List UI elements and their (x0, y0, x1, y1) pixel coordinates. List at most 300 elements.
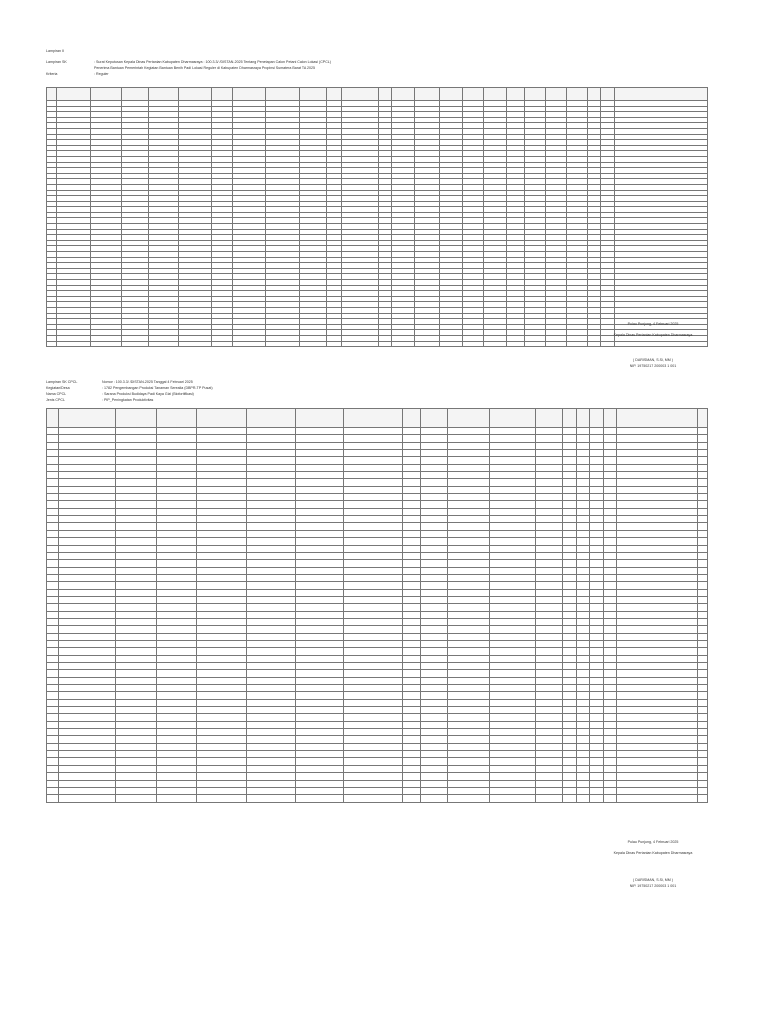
table-cell (536, 692, 563, 699)
table-cell (617, 721, 698, 728)
table-cell (295, 648, 343, 655)
table-cell (447, 626, 489, 633)
column-header (327, 88, 342, 101)
column-header (265, 88, 300, 101)
table-cell (536, 648, 563, 655)
table-cell (536, 780, 563, 787)
table-cell (490, 604, 536, 611)
table-cell (617, 640, 698, 647)
table-cell (116, 494, 156, 501)
table-cell (576, 494, 589, 501)
table-row (47, 648, 708, 655)
meta-value-kriteria: : Reguler (94, 72, 109, 76)
table-cell (490, 699, 536, 706)
column-header (698, 409, 708, 428)
table-cell (403, 428, 420, 435)
table-cell (247, 707, 295, 714)
table-cell (197, 618, 247, 625)
table-cell (447, 574, 489, 581)
table-cell (617, 501, 698, 508)
table-cell (156, 670, 196, 677)
table-cell (156, 611, 196, 618)
column-header (247, 409, 295, 428)
table-cell (47, 655, 59, 662)
table-cell (343, 464, 403, 471)
table-cell (590, 435, 603, 442)
table-cell (490, 633, 536, 640)
table-cell (343, 729, 403, 736)
table-cell (403, 758, 420, 765)
table-cell (247, 596, 295, 603)
table-cell (590, 633, 603, 640)
table-row (47, 773, 708, 780)
table-row (47, 450, 708, 457)
table-cell (343, 618, 403, 625)
table-cell (490, 677, 536, 684)
table-cell (343, 670, 403, 677)
table-cell (698, 464, 708, 471)
table-cell (576, 508, 589, 515)
table-cell (447, 677, 489, 684)
table-cell (47, 773, 59, 780)
table-cell (698, 545, 708, 552)
table-cell (58, 626, 116, 633)
table-cell (617, 464, 698, 471)
table-cell (603, 457, 616, 464)
table-cell (563, 743, 576, 750)
table-cell (58, 773, 116, 780)
table-cell (590, 486, 603, 493)
table-cell (590, 707, 603, 714)
table-cell (536, 501, 563, 508)
table-cell (343, 721, 403, 728)
table-cell (617, 516, 698, 523)
table-cell (603, 618, 616, 625)
table-cell (47, 751, 59, 758)
table-cell (576, 648, 589, 655)
table-cell (603, 685, 616, 692)
meta-label-kegiatan: Kegiatan/Desa (46, 386, 70, 390)
table-row (47, 508, 708, 515)
table-cell (698, 479, 708, 486)
table-cell (295, 758, 343, 765)
table-cell (420, 530, 447, 537)
table-cell (603, 640, 616, 647)
table-cell (536, 633, 563, 640)
column-header (484, 88, 507, 101)
table-cell (563, 596, 576, 603)
table-cell (603, 699, 616, 706)
column-header (343, 409, 403, 428)
table-row (47, 589, 708, 596)
table-row (47, 486, 708, 493)
table-cell (563, 626, 576, 633)
table-total-cell (507, 341, 524, 347)
table-cell (58, 655, 116, 662)
table-cell (247, 604, 295, 611)
column-header (563, 409, 576, 428)
table-cell (576, 692, 589, 699)
table-cell (403, 663, 420, 670)
table-cell (563, 508, 576, 515)
table-cell (420, 435, 447, 442)
table-cell (197, 633, 247, 640)
table-total-cell (116, 795, 156, 802)
table-cell (590, 758, 603, 765)
table-cell (403, 508, 420, 515)
table-cell (536, 743, 563, 750)
table-cell (58, 743, 116, 750)
table-cell (58, 552, 116, 559)
table-cell (403, 494, 420, 501)
table-cell (590, 442, 603, 449)
table-cell (295, 530, 343, 537)
column-header (148, 88, 179, 101)
table-cell (403, 648, 420, 655)
table-cell (617, 611, 698, 618)
table-cell (343, 648, 403, 655)
table-cell (447, 736, 489, 743)
table-cell (47, 582, 59, 589)
table-cell (590, 501, 603, 508)
table-total-cell (563, 795, 576, 802)
table-cell (420, 633, 447, 640)
table-cell (116, 428, 156, 435)
table-cell (247, 721, 295, 728)
table-cell (343, 663, 403, 670)
table-cell (47, 758, 59, 765)
table-cell (603, 611, 616, 618)
table-total-cell (56, 341, 91, 347)
table-cell (295, 560, 343, 567)
table-cell (563, 670, 576, 677)
meta-value-jenis-cpcl: : PIP_Peningkatan Produktivitas (102, 398, 154, 402)
column-header (463, 88, 484, 101)
table-cell (295, 721, 343, 728)
table-cell (247, 582, 295, 589)
table-cell (617, 714, 698, 721)
table-total-cell (148, 341, 179, 347)
table-cell (490, 567, 536, 574)
table-cell (447, 457, 489, 464)
column-header (566, 88, 587, 101)
table-cell (576, 707, 589, 714)
table-cell (247, 743, 295, 750)
table-total-cell (698, 795, 708, 802)
table-cell (698, 685, 708, 692)
table-cell (490, 758, 536, 765)
table-cell (617, 552, 698, 559)
table-cell (420, 457, 447, 464)
table-cell (447, 670, 489, 677)
table-cell (447, 596, 489, 603)
table-cell (156, 589, 196, 596)
table-cell (116, 773, 156, 780)
table-cell (247, 787, 295, 794)
table-cell (197, 523, 247, 530)
table-cell (420, 560, 447, 567)
table-cell (156, 758, 196, 765)
table-row (47, 751, 708, 758)
table-cell (576, 464, 589, 471)
table-cell (247, 685, 295, 692)
table-cell (47, 486, 59, 493)
table-cell (247, 736, 295, 743)
table-cell (590, 751, 603, 758)
table-cell (698, 721, 708, 728)
table-cell (295, 626, 343, 633)
table-cell (490, 596, 536, 603)
table-cell (698, 743, 708, 750)
table-cell (698, 736, 708, 743)
table-cell (343, 611, 403, 618)
table-cell (603, 545, 616, 552)
table-row (47, 545, 708, 552)
table-cell (590, 611, 603, 618)
table-cell (490, 472, 536, 479)
table-cell (197, 589, 247, 596)
table-cell (576, 545, 589, 552)
signature-title-2: Kepala Dinas Pertanian Kabupaten Dharmasraya (613, 851, 693, 855)
table-cell (247, 640, 295, 647)
table-cell (295, 618, 343, 625)
table-cell (698, 494, 708, 501)
table-cell (156, 508, 196, 515)
table-cell (295, 574, 343, 581)
table-cell (156, 552, 196, 559)
table-cell (47, 516, 59, 523)
table-cell (617, 751, 698, 758)
table-cell (58, 464, 116, 471)
table-cell (295, 435, 343, 442)
column-header (47, 409, 59, 428)
table-cell (576, 655, 589, 662)
table-cell (447, 464, 489, 471)
table-cell (403, 560, 420, 567)
table-cell (197, 435, 247, 442)
table-total-cell (47, 795, 59, 802)
table-cell (58, 442, 116, 449)
table-cell (490, 552, 536, 559)
table-cell (490, 501, 536, 508)
table-cell (295, 765, 343, 772)
table-total-cell (603, 795, 616, 802)
table-cell (447, 765, 489, 772)
table-cell (617, 604, 698, 611)
table-cell (576, 442, 589, 449)
signature-place-date-1: Pulau Punjung, 4 Februari 2025 (627, 322, 679, 326)
table-cell (698, 538, 708, 545)
table-cell (563, 545, 576, 552)
table-row (47, 479, 708, 486)
table-total-cell (590, 795, 603, 802)
table-cell (197, 751, 247, 758)
table-cell (447, 516, 489, 523)
table-cell (603, 501, 616, 508)
table-cell (47, 787, 59, 794)
table-cell (698, 501, 708, 508)
table-cell (403, 751, 420, 758)
table-cell (197, 457, 247, 464)
table-cell (447, 589, 489, 596)
table-cell (617, 450, 698, 457)
table-cell (536, 486, 563, 493)
table-cell (490, 479, 536, 486)
table-cell (563, 530, 576, 537)
table-cell (47, 428, 59, 435)
table-cell (295, 464, 343, 471)
table-cell (447, 618, 489, 625)
table-cell (295, 552, 343, 559)
table-total-cell (447, 795, 489, 802)
table-total-cell (58, 795, 116, 802)
table-cell (116, 648, 156, 655)
table-cell (156, 457, 196, 464)
table-row (47, 523, 708, 530)
column-header (507, 88, 524, 101)
table-cell (247, 435, 295, 442)
column-header (524, 88, 545, 101)
table-cell (576, 685, 589, 692)
table-row (47, 494, 708, 501)
table-cell (116, 486, 156, 493)
table-cell (58, 648, 116, 655)
table-cell (563, 538, 576, 545)
table-cell (295, 736, 343, 743)
column-header (603, 409, 616, 428)
table-row (47, 472, 708, 479)
signature-title-1: Kepala Dinas Pertanian Kabupaten Dharmasraya (613, 333, 693, 337)
table-cell (590, 523, 603, 530)
table-cell (197, 765, 247, 772)
table-cell (698, 729, 708, 736)
table-cell (603, 765, 616, 772)
table-cell (590, 457, 603, 464)
table-cell (58, 457, 116, 464)
table-cell (617, 589, 698, 596)
table-cell (617, 494, 698, 501)
table-cell (116, 604, 156, 611)
table-cell (343, 773, 403, 780)
table-cell (403, 655, 420, 662)
table-cell (343, 486, 403, 493)
table-cell (47, 464, 59, 471)
table-cell (247, 428, 295, 435)
table-cell (603, 589, 616, 596)
table-cell (247, 618, 295, 625)
table-total-cell (179, 341, 212, 347)
table-cell (343, 523, 403, 530)
table-cell (343, 780, 403, 787)
table-cell (116, 655, 156, 662)
table-cell (576, 780, 589, 787)
table-cell (47, 450, 59, 457)
table-cell (420, 758, 447, 765)
table-cell (576, 574, 589, 581)
table-cell (295, 501, 343, 508)
table-cell (590, 574, 603, 581)
table-cell (617, 692, 698, 699)
table-cell (617, 567, 698, 574)
table-cell (590, 596, 603, 603)
table-cell (403, 523, 420, 530)
table-total-cell (247, 795, 295, 802)
table-cell (156, 692, 196, 699)
table-cell (490, 611, 536, 618)
signature-place-date-2: Pulau Punjung, 4 Februari 2025 (627, 840, 679, 844)
table-cell (563, 677, 576, 684)
table-cell (536, 596, 563, 603)
table-cell (295, 457, 343, 464)
meta-value-lampiran-sk: : Surat Keputusan Kepala Dinas Pertanian Kabupaten Dharmasraya : 100.3.3/ /DISTAN-2025 Tentang Penetapan Calon Petani Calon Lokasi (CPCL) (94, 60, 331, 64)
table-cell (47, 596, 59, 603)
table-cell (490, 626, 536, 633)
table-row (47, 677, 708, 684)
table-cell (343, 516, 403, 523)
table-row (47, 699, 708, 706)
table-cell (698, 714, 708, 721)
table-cell (295, 751, 343, 758)
table-cell (536, 611, 563, 618)
table-cell (590, 428, 603, 435)
table-cell (603, 596, 616, 603)
table-cell (617, 765, 698, 772)
table-cell (197, 736, 247, 743)
table-cell (576, 516, 589, 523)
table-cell (156, 736, 196, 743)
table-cell (420, 626, 447, 633)
table-cell (116, 765, 156, 772)
table-cell (295, 486, 343, 493)
table-cell (58, 560, 116, 567)
table-cell (698, 692, 708, 699)
table-cell (156, 450, 196, 457)
table-cell (156, 707, 196, 714)
table-cell (116, 743, 156, 750)
table-cell (47, 574, 59, 581)
table-cell (403, 743, 420, 750)
table-cell (490, 574, 536, 581)
table-cell (617, 787, 698, 794)
table-cell (295, 670, 343, 677)
table-cell (563, 501, 576, 508)
table-cell (536, 685, 563, 692)
table-cell (563, 560, 576, 567)
table-cell (536, 618, 563, 625)
table-cell (58, 508, 116, 515)
table-cell (603, 494, 616, 501)
column-header (179, 88, 212, 101)
table-cell (247, 472, 295, 479)
table-cell (403, 699, 420, 706)
table-cell (490, 648, 536, 655)
table-cell (447, 494, 489, 501)
table-cell (576, 758, 589, 765)
table-cell (617, 523, 698, 530)
table-cell (447, 472, 489, 479)
table-cell (617, 479, 698, 486)
table-row (47, 618, 708, 625)
table-cell (116, 457, 156, 464)
table-cell (563, 663, 576, 670)
table-cell (58, 545, 116, 552)
table-cell (58, 714, 116, 721)
table-cell (420, 729, 447, 736)
table-cell (536, 670, 563, 677)
table-cell (156, 765, 196, 772)
table-cell (403, 567, 420, 574)
table-cell (247, 567, 295, 574)
